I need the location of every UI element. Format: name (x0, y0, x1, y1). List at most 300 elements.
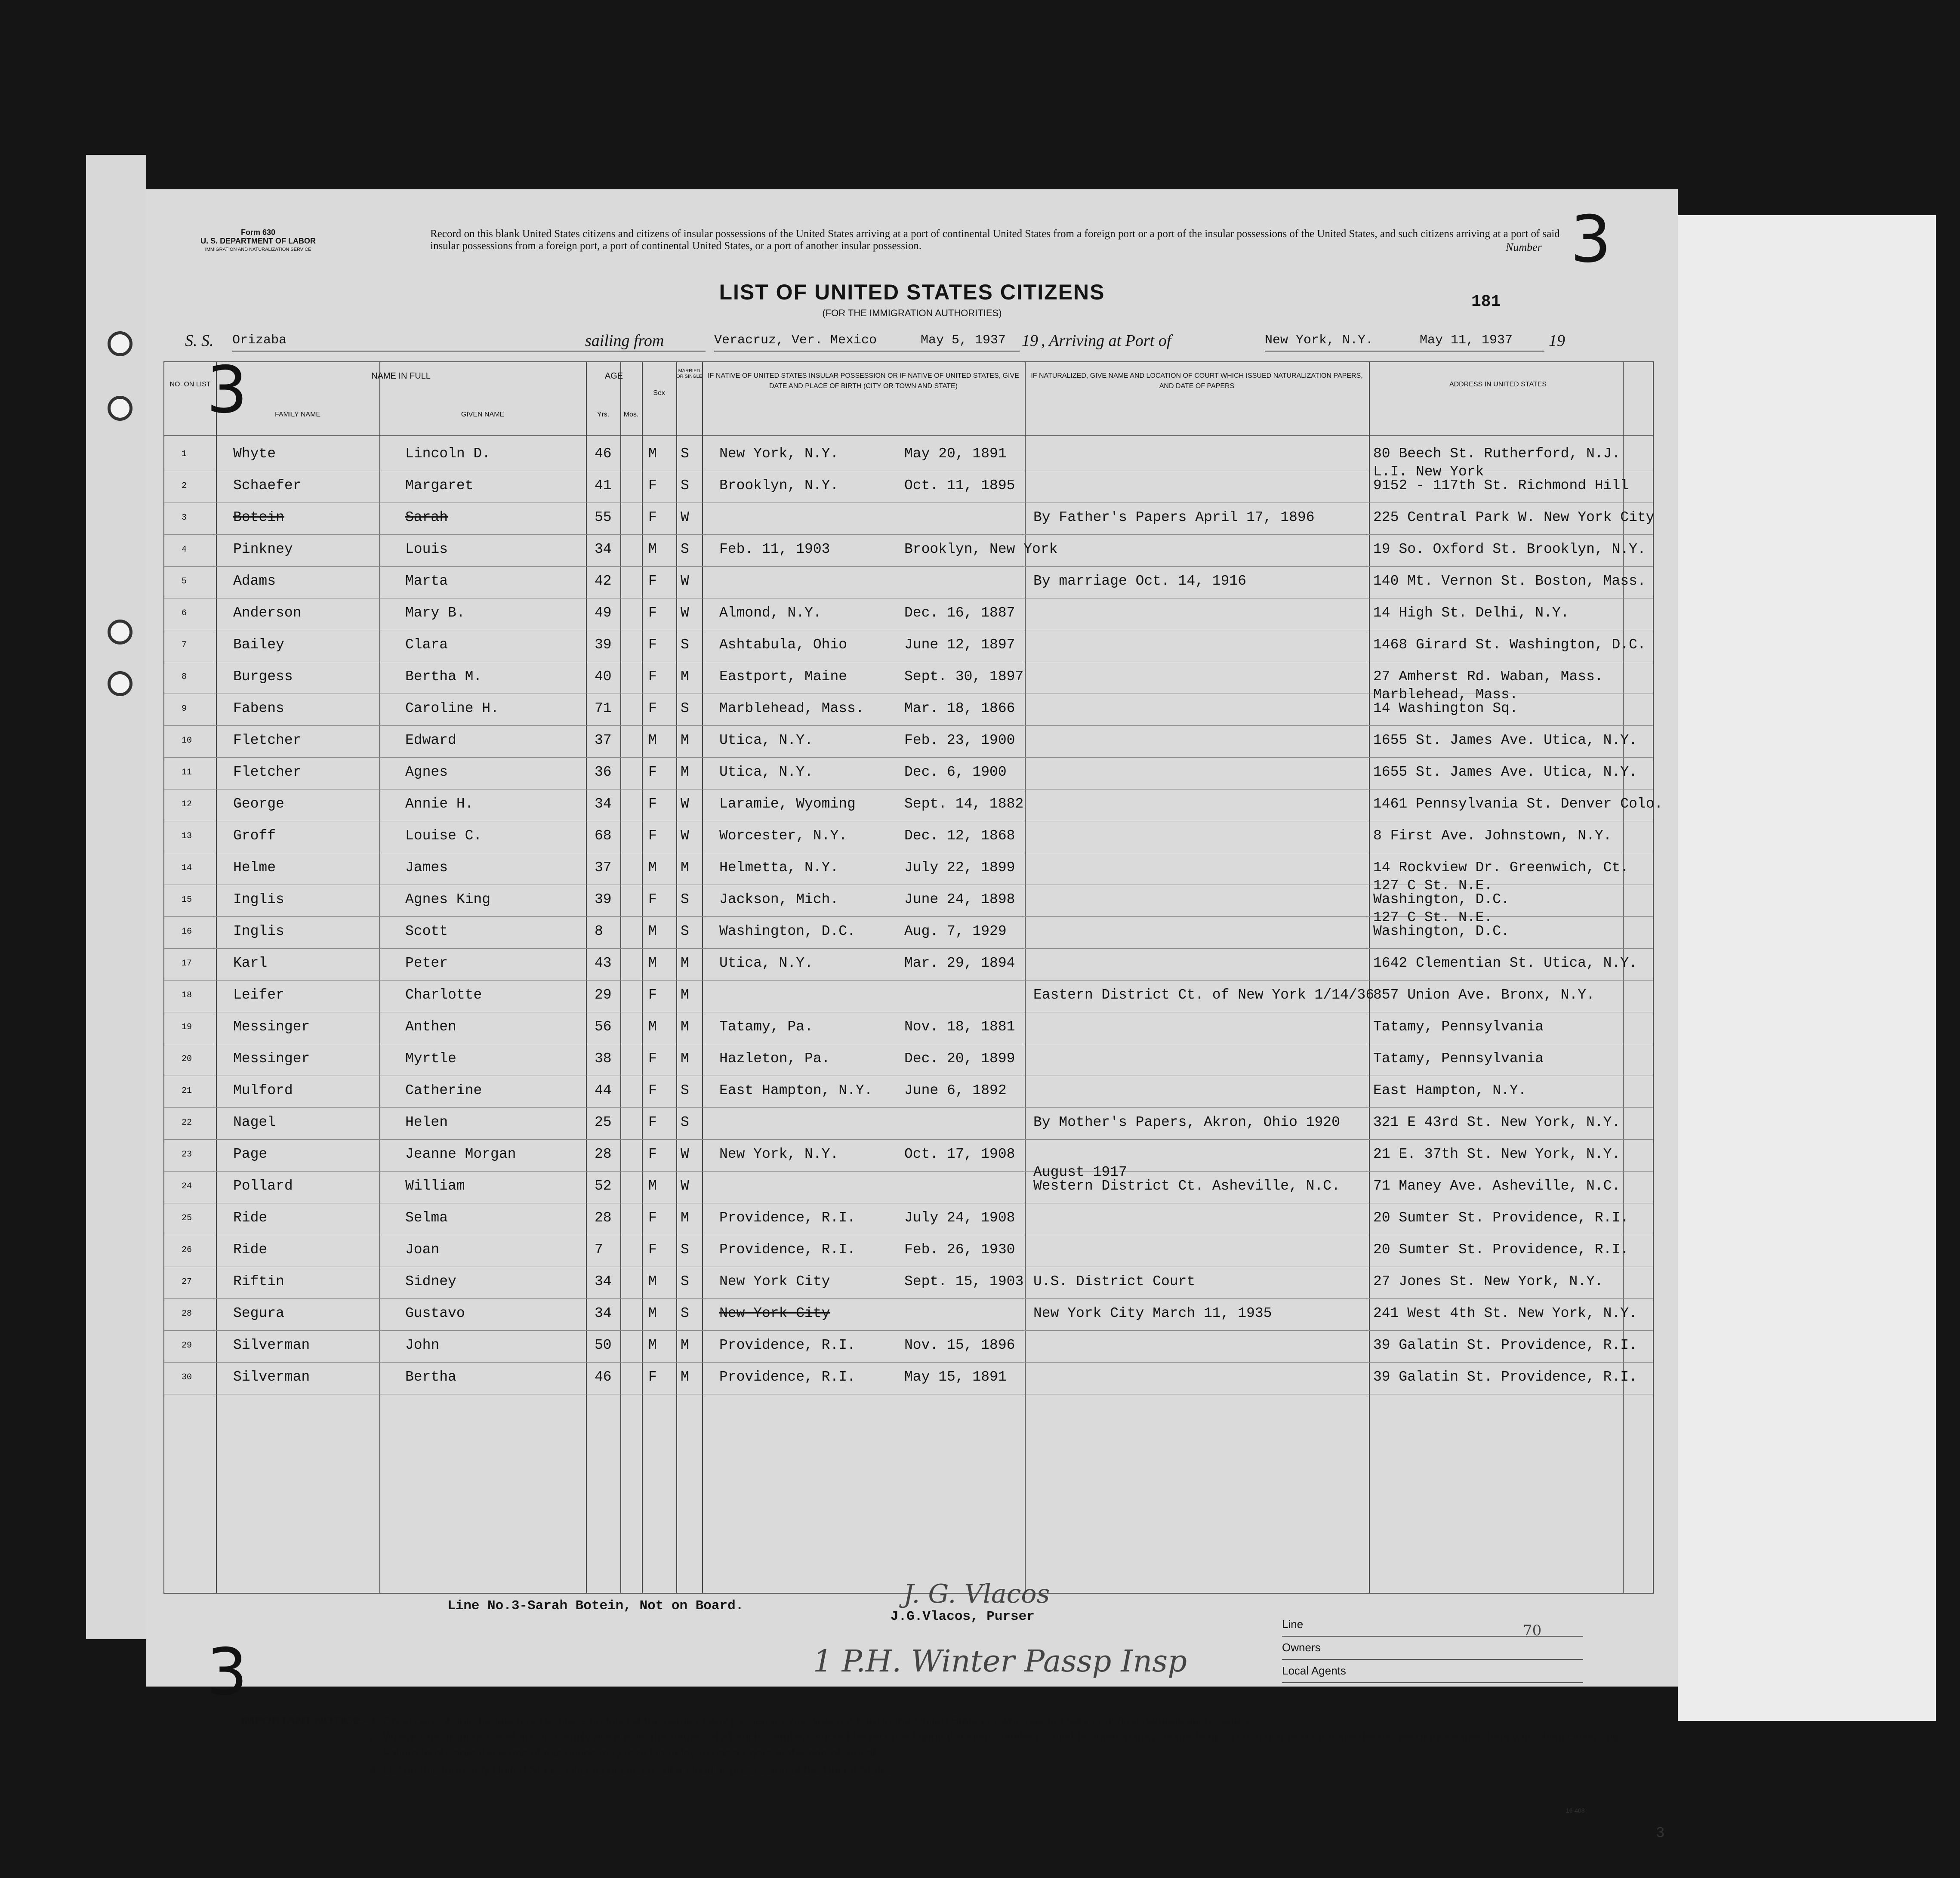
cell-ms: S (681, 541, 689, 557)
cell-age: 50 (595, 1337, 612, 1353)
cell-given: Agnes (405, 764, 448, 780)
list-number (1506, 202, 1669, 277)
cell-nat: By Father's Papers April 17, 1896 (1033, 509, 1315, 525)
cell-sex: M (648, 1178, 657, 1194)
row-rule (164, 534, 1653, 535)
cell-family: Riftin (233, 1274, 284, 1289)
purser-signature: J. G. Vlacos (903, 1579, 1050, 1609)
row-rule (164, 980, 1653, 981)
cell-age: 46 (595, 1369, 612, 1385)
cell-sex: F (648, 1114, 657, 1130)
cell-addr: 19 So. Oxford St. Brooklyn, N.Y. (1373, 541, 1646, 557)
cell-no: 17 (182, 959, 192, 968)
cell-addr: 1461 Pennsylvania St. Denver Colo. (1373, 796, 1663, 812)
cell-no: 4 (182, 545, 187, 555)
cell-sex: F (648, 764, 657, 780)
cell-family: Nagel (233, 1114, 276, 1130)
table-row (164, 535, 1653, 567)
cell-family: Silverman (233, 1369, 310, 1385)
cell-no: 14 (182, 863, 192, 873)
row-rule (164, 1139, 1653, 1140)
local-agents-field (1282, 1664, 1583, 1683)
cell-sex: F (648, 1051, 657, 1067)
cell-given: Marta (405, 573, 448, 589)
cell-addr: 8 First Ave. Johnstown, N.Y. (1373, 828, 1612, 844)
agent-fields (1282, 1618, 1583, 1687)
cell-family: Bailey (233, 637, 284, 653)
cell-ms: M (681, 987, 689, 1003)
cell-family: Inglis (233, 923, 284, 939)
cell-place: Feb. 11, 1903 (719, 541, 830, 557)
cell-place: Hazleton, Pa. (719, 1051, 830, 1067)
cell-place: Providence, R.I. (719, 1369, 856, 1385)
cell-family: Pollard (233, 1178, 293, 1194)
sailing-label: sailing from (585, 332, 664, 350)
cell-addr: 321 E 43rd St. New York, N.Y. (1373, 1114, 1621, 1130)
cell-given: Bertha (405, 1369, 456, 1385)
cell-addr: 1655 St. James Ave. Utica, N.Y. (1373, 732, 1637, 748)
cell-no: 21 (182, 1086, 192, 1096)
cell-family: Ride (233, 1210, 268, 1226)
ss-label: S. S. (185, 332, 214, 350)
cell-addr: 14 High St. Delhi, N.Y. (1373, 605, 1569, 621)
cell-sex: F (648, 573, 657, 589)
cell-family: Fletcher (233, 764, 302, 780)
cell-age: 52 (595, 1178, 612, 1194)
cell-no: 10 (182, 736, 192, 746)
cell-no: 13 (182, 831, 192, 841)
cell-addr-above: 127 C St. N.E. (1373, 878, 1493, 894)
cell-ms: M (681, 1369, 689, 1385)
cell-date: Oct. 11, 1895 (904, 478, 1015, 493)
line-field (1282, 1618, 1583, 1637)
cell-given: Mary B. (405, 605, 465, 621)
cell-given: Louis (405, 541, 448, 557)
cell-addr: 27 Amherst Rd. Waban, Mass. (1373, 669, 1603, 685)
cell-given: James (405, 860, 448, 876)
binder-edge (86, 155, 146, 1639)
purser-name: J.G.Vlacos, Purser (891, 1609, 1035, 1624)
table-row (164, 910, 1653, 949)
cell-date: Sept. 15, 1903 (904, 1274, 1024, 1289)
cell-no: 20 (182, 1054, 192, 1064)
cell-given: Annie H. (405, 796, 474, 812)
cell-addr: 241 West 4th St. New York, N.Y. (1373, 1305, 1637, 1321)
cell-nat: Eastern District Ct. of New York 1/14/36 (1033, 987, 1374, 1003)
cell-age: 43 (595, 955, 612, 971)
table-row (164, 949, 1653, 981)
hdr-mos: Mos. (623, 411, 639, 418)
to-port: New York, N.Y. (1265, 333, 1374, 348)
cell-place: Providence, R.I. (719, 1242, 856, 1258)
cell-family: Segura (233, 1305, 284, 1321)
from-date: May 5, 1937 (921, 333, 1006, 348)
cell-no: 23 (182, 1150, 192, 1159)
cell-date: Dec. 20, 1899 (904, 1051, 1015, 1067)
cell-ms: M (681, 1019, 689, 1035)
cell-addr-above: 127 C St. N.E. (1373, 910, 1493, 925)
cell-given: John (405, 1337, 440, 1353)
cell-ms: M (681, 955, 689, 971)
cell-sex: M (648, 1274, 657, 1289)
cell-sex: F (648, 700, 657, 716)
cell-ms: S (681, 1114, 689, 1130)
cell-given: Catherine (405, 1082, 482, 1098)
cell-date: Mar. 18, 1866 (904, 700, 1015, 716)
cell-date: Feb. 26, 1930 (904, 1242, 1015, 1258)
cell-sex: M (648, 1337, 657, 1353)
cell-date: May 20, 1891 (904, 446, 1007, 462)
cell-family: Botein (233, 509, 284, 525)
cell-addr: 140 Mt. Vernon St. Boston, Mass. (1373, 573, 1646, 589)
cell-given: Scott (405, 923, 448, 939)
cell-family: Inglis (233, 891, 284, 907)
cell-age: 34 (595, 796, 612, 812)
row-rule (164, 948, 1653, 949)
handwritten-mark-top: 3 (206, 353, 248, 428)
cell-addr: 1655 St. James Ave. Utica, N.Y. (1373, 764, 1637, 780)
back-sheet (1678, 215, 1936, 1721)
cell-date: June 6, 1892 (904, 1082, 1007, 1098)
cell-family: Adams (233, 573, 276, 589)
cell-given: Margaret (405, 478, 474, 493)
cell-date: Aug. 7, 1929 (904, 923, 1007, 939)
cell-ms: M (681, 764, 689, 780)
cell-no: 11 (182, 768, 192, 777)
cell-addr: Washington, D.C. (1373, 923, 1510, 939)
cell-sex: M (648, 541, 657, 557)
cell-age: 46 (595, 446, 612, 462)
cell-age: 29 (595, 987, 612, 1003)
handwritten-mark-bottom: 3 (206, 1635, 248, 1710)
cell-ms: S (681, 700, 689, 716)
hdr-naturalized: IF NATURALIZED, GIVE NAME AND LOCATION OF COURT WHICH ISSUED NATURALIZATION PAPERS, AND DATE OF PAPERS (1031, 372, 1363, 390)
to-date: May 11, 1937 (1420, 333, 1513, 348)
cell-place: Ashtabula, Ohio (719, 637, 847, 653)
cell-age: 28 (595, 1210, 612, 1226)
cell-no: 9 (182, 704, 187, 714)
binder-hole (108, 620, 133, 645)
cell-addr: East Hampton, N.Y. (1373, 1082, 1527, 1098)
cell-place: Utica, N.Y. (719, 764, 813, 780)
header-rule (164, 435, 1653, 436)
table-row (164, 1076, 1653, 1108)
page-subtitle: (FOR THE IMMIGRATION AUTHORITIES) (822, 308, 1002, 318)
cell-sex: F (648, 637, 657, 653)
cell-sex: F (648, 1082, 657, 1098)
notice-item: 4. List on this form only United States citizens or citizens of an insular possession of the United States. (370, 1763, 897, 1776)
cell-date: Nov. 15, 1896 (904, 1337, 1015, 1353)
cell-sex: M (648, 732, 657, 748)
cell-nat: By marriage Oct. 14, 1916 (1033, 573, 1247, 589)
hdr-address: ADDRESS IN UNITED STATES (1449, 381, 1547, 388)
cell-sex: F (648, 1210, 657, 1226)
table-row (164, 1204, 1653, 1236)
cell-addr: Washington, D.C. (1373, 891, 1510, 907)
cell-date: Oct. 17, 1908 (904, 1146, 1015, 1162)
cell-given: Gustavo (405, 1305, 465, 1321)
cell-given: Sarah (405, 509, 448, 525)
number-value: 3 (1570, 202, 1612, 277)
cell-place: Eastport, Maine (719, 669, 847, 685)
cell-age: 28 (595, 1146, 612, 1162)
cell-age: 34 (595, 1274, 612, 1289)
cell-sex: M (648, 446, 657, 462)
cell-sex: F (648, 1242, 657, 1258)
cell-age: 41 (595, 478, 612, 493)
cell-sex: F (648, 509, 657, 525)
table-row (164, 1299, 1653, 1331)
cell-nat-above: August 1917 (1033, 1164, 1127, 1180)
cell-sex: F (648, 891, 657, 907)
table-row (164, 1363, 1653, 1395)
cell-age: 8 (595, 923, 603, 939)
department-block (181, 228, 336, 254)
cell-date: July 22, 1899 (904, 860, 1015, 876)
table-row (164, 822, 1653, 854)
hdr-sex: Sex (653, 389, 665, 397)
cell-sex: F (648, 828, 657, 844)
table-row (164, 1045, 1653, 1076)
cell-sex: F (648, 669, 657, 685)
cell-no: 1 (182, 449, 187, 459)
table-row (164, 1267, 1653, 1299)
cell-addr: 14 Washington Sq. (1373, 700, 1518, 716)
cell-addr: 20 Sumter St. Providence, R.I. (1373, 1210, 1629, 1226)
from-port: Veracruz, Ver. Mexico (714, 333, 877, 348)
record-instructions: Record on this blank United States citizens and citizens of insular possessions of the United States arriving at a port of continental United States from a foreign port or a port of the insular possessions of the United States, and such citizens arriving at a port of said insular possessions from a foreign port, a port of continental United States, or a port of another insular possession. (430, 228, 1560, 252)
cell-no: 8 (182, 672, 187, 682)
cell-age: 37 (595, 860, 612, 876)
cell-age: 25 (595, 1114, 612, 1130)
cell-date: Brooklyn, New York (904, 541, 1058, 557)
cell-sex: F (648, 1146, 657, 1162)
row-rule (164, 725, 1653, 726)
cell-no: 27 (182, 1277, 192, 1287)
cell-age: 49 (595, 605, 612, 621)
cell-age: 56 (595, 1019, 612, 1035)
cell-place: Utica, N.Y. (719, 955, 813, 971)
cell-age: 38 (595, 1051, 612, 1067)
cell-place: Providence, R.I. (719, 1337, 856, 1353)
cell-sex: M (648, 1305, 657, 1321)
table-row (164, 758, 1653, 790)
cell-nat: U.S. District Court (1033, 1274, 1196, 1289)
cell-ms: S (681, 923, 689, 939)
service-name: IMMIGRATION AND NATURALIZATION SERVICE (205, 247, 311, 252)
cell-date: June 12, 1897 (904, 637, 1015, 653)
notice-item: 3. Failure to observe the terms of this notice may result in delay to passengers at the port of arrival. (370, 1747, 879, 1760)
owners-field (1282, 1641, 1583, 1660)
cell-addr: 39 Galatin St. Providence, R.I. (1373, 1337, 1637, 1353)
arriving-label: , Arriving at Port of (1041, 332, 1171, 350)
local-agents-label: Local Agents (1282, 1664, 1346, 1677)
cell-place: Almond, N.Y. (719, 605, 822, 621)
hdr-family-name: FAMILY NAME (274, 411, 321, 418)
cell-no: 24 (182, 1181, 192, 1191)
ship-name: Orizaba (232, 333, 287, 348)
form-number: Form 630 (240, 228, 276, 237)
cell-ms: W (681, 1178, 689, 1194)
cell-age: 39 (595, 637, 612, 653)
table-row (164, 1108, 1653, 1140)
cell-given: Myrtle (405, 1051, 456, 1067)
year-suffix-2: 19 (1549, 332, 1565, 350)
cell-ms: S (681, 1242, 689, 1258)
cell-addr: 27 Jones St. New York, N.Y. (1373, 1274, 1603, 1289)
cell-place: Helmetta, N.Y. (719, 860, 839, 876)
cell-addr: Tatamy, Pennsylvania (1373, 1051, 1544, 1067)
year-suffix: 19 (1022, 332, 1038, 350)
cell-given: Peter (405, 955, 448, 971)
cell-age: 68 (595, 828, 612, 844)
from-underline (714, 351, 1020, 352)
cell-place: Brooklyn, N.Y. (719, 478, 839, 493)
manifest-page (146, 189, 1678, 1841)
cell-sex: F (648, 796, 657, 812)
stamp-number: 181 (1471, 293, 1501, 311)
cell-date: May 15, 1891 (904, 1369, 1007, 1385)
cell-given: William (405, 1178, 465, 1194)
row-rule (164, 1362, 1653, 1363)
cell-no: 3 (182, 513, 187, 523)
cell-ms: W (681, 605, 689, 621)
cell-age: 7 (595, 1242, 603, 1258)
cell-given: Charlotte (405, 987, 482, 1003)
cell-no: 30 (182, 1372, 192, 1382)
cell-ms: M (681, 1210, 689, 1226)
table-row (164, 790, 1663, 822)
hdr-no-on-list: NO. ON LIST (169, 381, 211, 388)
cell-nat: By Mother's Papers, Akron, Ohio 1920 (1033, 1114, 1340, 1130)
notice-label: IMPORTANT NOTICE.— (241, 1714, 376, 1727)
cell-family: Mulford (233, 1082, 293, 1098)
table-row (164, 1331, 1653, 1363)
cell-place: New York City (719, 1274, 830, 1289)
corner-page-number: 3 (1656, 1824, 1664, 1841)
hdr-name-in-full: NAME IN FULL (371, 371, 431, 381)
cell-no: 28 (182, 1309, 192, 1319)
cell-family: George (233, 796, 284, 812)
cell-given: Caroline H. (405, 700, 499, 716)
cell-no: 26 (182, 1245, 192, 1255)
cell-age: 34 (595, 1305, 612, 1321)
cell-date: Feb. 23, 1900 (904, 732, 1015, 748)
table-row (164, 1140, 1653, 1172)
voyage-line (146, 331, 1678, 357)
row-rule (164, 1298, 1653, 1299)
cell-ms: S (681, 478, 689, 493)
cell-sex: M (648, 860, 657, 876)
row-rule (164, 1330, 1653, 1331)
cell-place: Washington, D.C. (719, 923, 856, 939)
cell-ms: M (681, 669, 689, 685)
cell-given: Anthen (405, 1019, 456, 1035)
cell-no: 12 (182, 799, 192, 809)
cell-sex: M (648, 955, 657, 971)
cell-place: Tatamy, Pa. (719, 1019, 813, 1035)
cell-ms: M (681, 732, 689, 748)
department-name: U. S. DEPARTMENT OF LABOR (200, 237, 316, 245)
cell-given: Clara (405, 637, 448, 653)
table-row (164, 981, 1653, 1013)
cell-family: Karl (233, 955, 268, 971)
cell-place: Jackson, Mich. (719, 891, 839, 907)
cell-no: 5 (182, 577, 187, 586)
cell-age: 55 (595, 509, 612, 525)
cell-sex: F (648, 478, 657, 493)
cell-date: Sept. 14, 1882 (904, 796, 1024, 812)
cell-given: Selma (405, 1210, 448, 1226)
cell-place: East Hampton, N.Y. (719, 1082, 873, 1098)
cell-date: July 24, 1908 (904, 1210, 1015, 1226)
cell-ms: M (681, 1051, 689, 1067)
table-row (164, 1164, 1653, 1204)
cell-place: Worcester, N.Y. (719, 828, 847, 844)
line-label: Line (1282, 1618, 1304, 1631)
cell-no: 19 (182, 1022, 192, 1032)
cell-given: Lincoln D. (405, 446, 491, 462)
cell-date: Sept. 30, 1897 (904, 669, 1024, 685)
binder-hole (108, 396, 133, 421)
cell-place: New York, N.Y. (719, 446, 839, 462)
cell-age: 39 (595, 891, 612, 907)
cell-given: Sidney (405, 1274, 456, 1289)
cell-ms: W (681, 509, 689, 525)
cell-age: 44 (595, 1082, 612, 1098)
hdr-married-single: MARRIED OR SINGLE (676, 368, 702, 379)
cell-family: Fabens (233, 700, 284, 716)
hdr-birthplace: IF NATIVE OF UNITED STATES INSULAR POSSESSION OR IF NATIVE OF UNITED STATES, GIVE DATE AND PLACE OF BIRTH (CITY OR TOWN AND STATE) (708, 372, 1019, 390)
table-row (164, 631, 1653, 663)
cell-ms: W (681, 828, 689, 844)
cell-addr: 71 Maney Ave. Asheville, N.C. (1373, 1178, 1621, 1194)
cell-addr: 1642 Clementian St. Utica, N.Y. (1373, 955, 1637, 971)
cell-date: Nov. 18, 1881 (904, 1019, 1015, 1035)
table-row (164, 567, 1653, 599)
table-row (164, 503, 1653, 535)
cell-sex: M (648, 1019, 657, 1035)
cell-sex: M (648, 923, 657, 939)
cell-family: Whyte (233, 446, 276, 462)
cell-place: New York, N.Y. (719, 1146, 839, 1162)
cell-family: Silverman (233, 1337, 310, 1353)
notice-item: 2. Where one or more members of a family are aliens, the names of all such members should be recorded upon the alien manifest. Suitable notation may be made upon such manifest opposite the names of those members who claim citizenship. (370, 1730, 1625, 1743)
cell-ms: S (681, 891, 689, 907)
cell-ms: S (681, 1305, 689, 1321)
cell-addr: 1468 Girard St. Washington, D.C. (1373, 637, 1646, 653)
cell-no: 6 (182, 608, 187, 618)
to-underline (1265, 351, 1544, 352)
table-row (164, 687, 1653, 726)
number-label: Number (1506, 241, 1542, 253)
cell-sex: F (648, 605, 657, 621)
cell-addr-above: Marblehead, Mass. (1373, 687, 1518, 703)
cell-given: Agnes King (405, 891, 491, 907)
cell-addr: 20 Sumter St. Providence, R.I. (1373, 1242, 1629, 1258)
cell-given: Bertha M. (405, 669, 482, 685)
cell-age: 37 (595, 732, 612, 748)
cell-date: Dec. 6, 1900 (904, 764, 1007, 780)
page-title: LIST OF UNITED STATES CITIZENS (719, 280, 1105, 304)
cell-ms: S (681, 446, 689, 462)
cell-ms: S (681, 637, 689, 653)
cell-date: Dec. 12, 1868 (904, 828, 1015, 844)
cell-family: Fletcher (233, 732, 302, 748)
binder-hole (108, 671, 133, 696)
cell-family: Groff (233, 828, 276, 844)
cell-addr: 857 Union Ave. Bronx, N.Y. (1373, 987, 1595, 1003)
